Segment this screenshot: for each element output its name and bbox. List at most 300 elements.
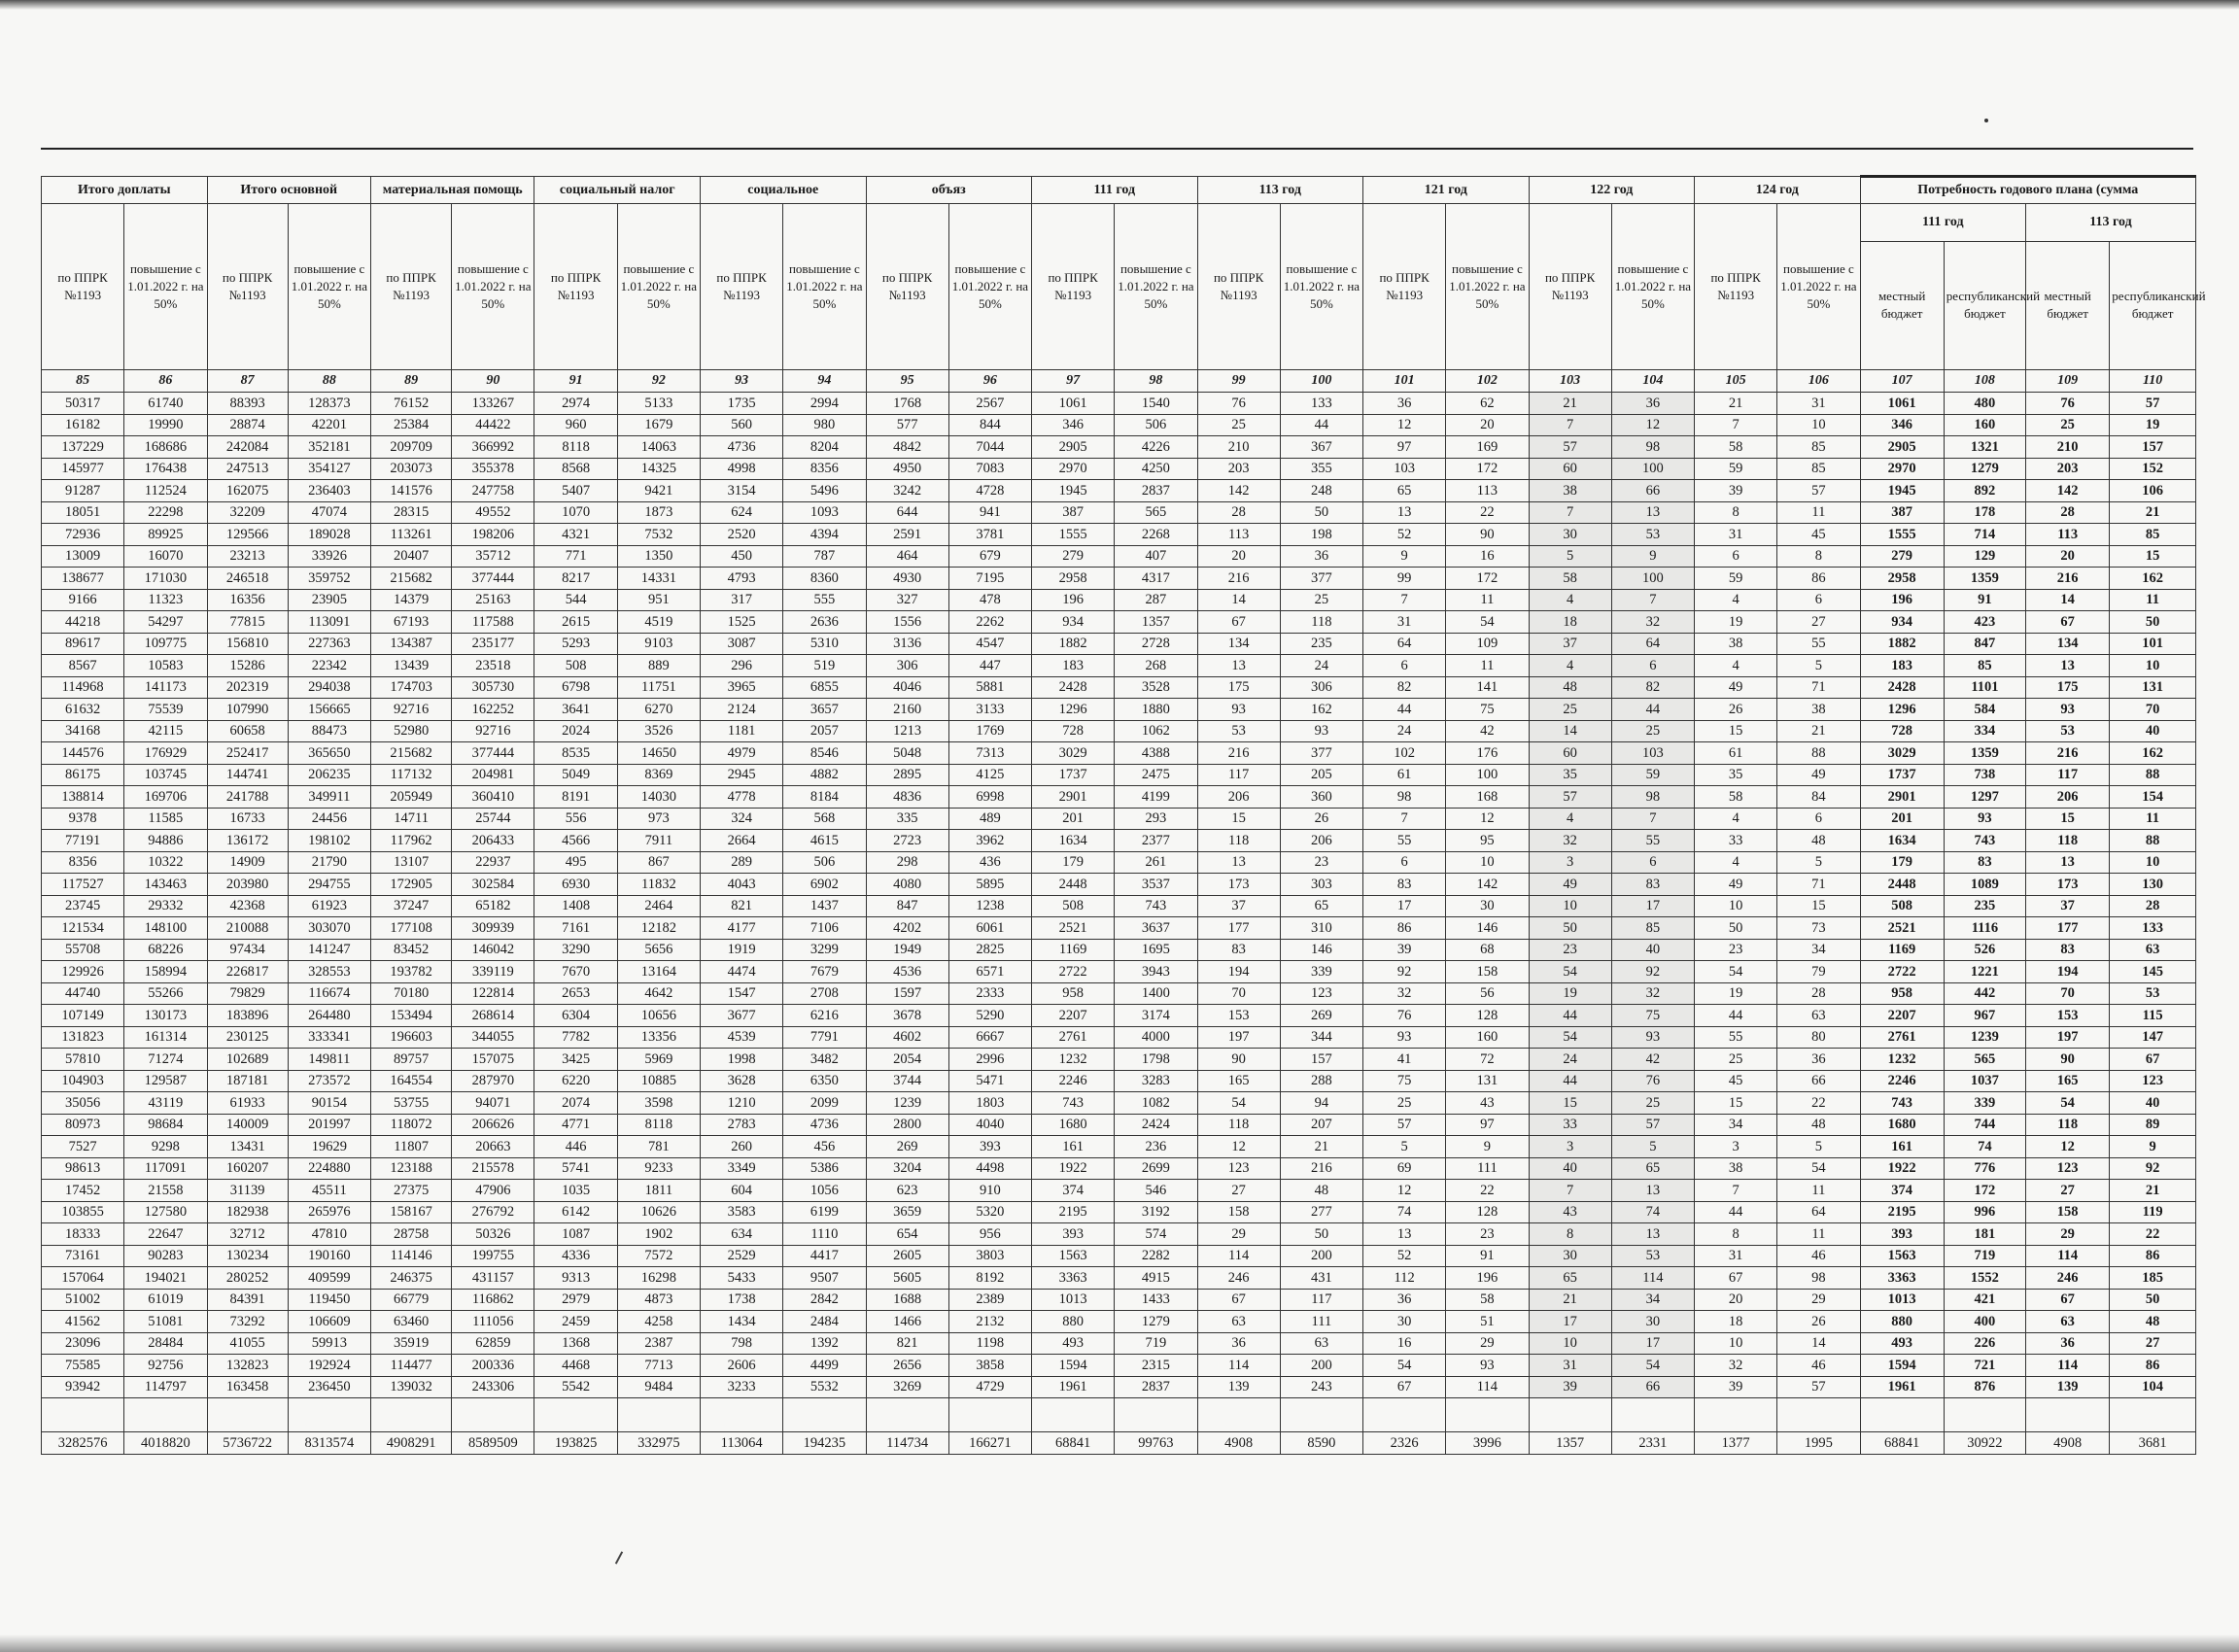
table-cell: 103 xyxy=(1363,458,1446,480)
table-cell: 3133 xyxy=(948,699,1031,721)
table-row xyxy=(42,501,2196,524)
sub-header-pprk: по ППРК №1193 xyxy=(370,204,451,370)
table-cell: 360410 xyxy=(452,786,534,809)
table-cell: 44218 xyxy=(42,611,124,634)
table-cell: 241788 xyxy=(207,786,288,809)
table-cell: 6998 xyxy=(948,786,1031,809)
table-cell: 92 xyxy=(2110,1157,2196,1180)
table-cell: 35919 xyxy=(370,1332,451,1355)
table-cell: 185 xyxy=(2110,1267,2196,1290)
table-cell: 100 xyxy=(1611,458,1694,480)
table-row xyxy=(42,851,2196,874)
table-cell: 2246 xyxy=(1032,1070,1115,1092)
table-cell: 2262 xyxy=(948,611,1031,634)
table-cell: 197 xyxy=(1197,1026,1280,1049)
table-cell: 43 xyxy=(1446,1092,1529,1115)
total-cell: 1357 xyxy=(1529,1432,1611,1455)
table-cell: 387 xyxy=(1032,501,1115,524)
table-cell: 236450 xyxy=(288,1376,370,1398)
table-cell: 50 xyxy=(1280,1223,1362,1246)
table-cell: 3781 xyxy=(948,524,1031,546)
table-cell: 118 xyxy=(1197,1114,1280,1136)
table-cell: 58 xyxy=(1446,1289,1529,1311)
table-cell: 43 xyxy=(1529,1201,1611,1223)
table-cell: 130 xyxy=(2110,874,2196,896)
table-cell: 1116 xyxy=(1944,917,2025,940)
table-cell: 2024 xyxy=(534,720,617,742)
table-cell: 13 xyxy=(1611,1180,1694,1202)
table-cell: 24 xyxy=(1529,1049,1611,1071)
table-cell: 1688 xyxy=(866,1289,948,1311)
column-number: 102 xyxy=(1446,370,1529,393)
table-cell: 7 xyxy=(1695,414,1777,436)
plan-budget-header: республиканский бюджет xyxy=(2110,241,2196,369)
table-cell: 64 xyxy=(1363,633,1446,655)
table-cell: 32 xyxy=(1363,982,1446,1005)
table-cell: 4882 xyxy=(783,764,866,786)
table-cell: 216 xyxy=(1280,1157,1362,1180)
table-cell: 2207 xyxy=(1032,1005,1115,1027)
table-cell: 199755 xyxy=(452,1245,534,1267)
table-cell: 69 xyxy=(1363,1157,1446,1180)
table-row xyxy=(42,633,2196,655)
table-cell: 37247 xyxy=(370,895,451,917)
table-cell: 20663 xyxy=(452,1136,534,1158)
table-cell: 79829 xyxy=(207,982,288,1005)
table-cell: 2905 xyxy=(1032,436,1115,459)
table-cell: 9378 xyxy=(42,808,124,830)
table-cell: 1961 xyxy=(1032,1376,1115,1398)
table-cell: 187181 xyxy=(207,1070,288,1092)
table-cell: 146 xyxy=(1280,939,1362,961)
table-cell: 46 xyxy=(1777,1355,1860,1377)
table-cell: 165 xyxy=(1197,1070,1280,1092)
table-cell: 112 xyxy=(1363,1267,1446,1290)
table-cell: 13439 xyxy=(370,655,451,677)
table-cell: 56 xyxy=(1446,982,1529,1005)
blank-cell xyxy=(617,1398,700,1432)
table-cell: 246 xyxy=(2026,1267,2110,1290)
table-cell: 360 xyxy=(1280,786,1362,809)
table-cell: 2333 xyxy=(948,982,1031,1005)
table-cell: 506 xyxy=(783,851,866,874)
table-cell: 377 xyxy=(1280,568,1362,590)
table-cell: 6 xyxy=(1611,655,1694,677)
table-cell: 31 xyxy=(1695,524,1777,546)
table-cell: 19990 xyxy=(124,414,207,436)
table-cell: 183896 xyxy=(207,1005,288,1027)
table-cell: 644 xyxy=(866,501,948,524)
table-cell: 216 xyxy=(1197,568,1280,590)
table-cell: 215682 xyxy=(370,568,451,590)
table-cell: 1070 xyxy=(534,501,617,524)
table-cell: 264480 xyxy=(288,1005,370,1027)
table-cell: 1169 xyxy=(1032,939,1115,961)
table-cell: 177 xyxy=(2026,917,2110,940)
table-cell: 134 xyxy=(1197,633,1280,655)
table-cell: 1547 xyxy=(700,982,782,1005)
table-cell: 3425 xyxy=(534,1049,617,1071)
table-cell: 16 xyxy=(1446,545,1529,568)
table-cell: 172905 xyxy=(370,874,451,896)
table-cell: 3363 xyxy=(1032,1267,1115,1290)
table-cell: 6855 xyxy=(783,676,866,699)
sub-header-pprk: по ППРК №1193 xyxy=(1032,204,1115,370)
table-cell: 3154 xyxy=(700,480,782,502)
table-cell: 4125 xyxy=(948,764,1031,786)
table-cell: 7670 xyxy=(534,961,617,983)
table-cell: 198 xyxy=(1280,524,1362,546)
table-cell: 5048 xyxy=(866,742,948,765)
table-cell: 4 xyxy=(1529,808,1611,830)
table-cell: 3943 xyxy=(1115,961,1197,983)
table-cell: 1949 xyxy=(866,939,948,961)
table-cell: 743 xyxy=(1032,1092,1115,1115)
table-cell: 8360 xyxy=(783,568,866,590)
table-cell: 117962 xyxy=(370,830,451,852)
table-cell: 464 xyxy=(866,545,948,568)
table-cell: 344 xyxy=(1280,1026,1362,1049)
table-cell: 2054 xyxy=(866,1049,948,1071)
table-cell: 65 xyxy=(1280,895,1362,917)
table-cell: 8567 xyxy=(42,655,124,677)
table-cell: 480 xyxy=(1944,393,2025,415)
table-cell: 2475 xyxy=(1115,764,1197,786)
table-cell: 1873 xyxy=(617,501,700,524)
table-row xyxy=(42,764,2196,786)
table-cell: 68 xyxy=(1446,939,1529,961)
table-cell: 123 xyxy=(2026,1157,2110,1180)
total-cell: 30922 xyxy=(1944,1432,2025,1455)
total-cell: 113064 xyxy=(700,1432,782,1455)
table-cell: 10 xyxy=(1529,1332,1611,1355)
blank-cell xyxy=(534,1398,617,1432)
table-cell: 210 xyxy=(1197,436,1280,459)
table-cell: 17 xyxy=(1611,895,1694,917)
table-cell: 67 xyxy=(1695,1267,1777,1290)
table-cell: 67 xyxy=(1363,1376,1446,1398)
table-cell: 2945 xyxy=(700,764,782,786)
table-row xyxy=(42,874,2196,896)
blank-row xyxy=(42,1398,2196,1432)
table-cell: 50 xyxy=(2110,1289,2196,1311)
table-cell: 35 xyxy=(1695,764,1777,786)
table-row xyxy=(42,742,2196,765)
table-cell: 196 xyxy=(1446,1267,1529,1290)
table-cell: 555 xyxy=(783,589,866,611)
table-cell: 142 xyxy=(2026,480,2110,502)
table-cell: 4474 xyxy=(700,961,782,983)
table-cell: 23 xyxy=(1446,1223,1529,1246)
table-cell: 9 xyxy=(1611,545,1694,568)
table-cell: 7911 xyxy=(617,830,700,852)
table-cell: 62 xyxy=(1446,393,1529,415)
table-cell: 16070 xyxy=(124,545,207,568)
table-cell: 892 xyxy=(1944,480,2025,502)
table-cell: 122814 xyxy=(452,982,534,1005)
table-cell: 1279 xyxy=(1944,458,2025,480)
table-cell: 506 xyxy=(1115,414,1197,436)
table-cell: 75539 xyxy=(124,699,207,721)
table-cell: 2521 xyxy=(1860,917,1944,940)
table-cell: 546 xyxy=(1115,1180,1197,1202)
table-row xyxy=(42,939,2196,961)
sub-header-raise: повышение с 1.01.2022 г. на 50% xyxy=(1777,204,1860,370)
table-cell: 196 xyxy=(1032,589,1115,611)
table-cell: 216 xyxy=(1197,742,1280,765)
table-cell: 168 xyxy=(1446,786,1529,809)
table-cell: 1089 xyxy=(1944,874,2025,896)
table-cell: 5 xyxy=(1777,851,1860,874)
table-cell: 4202 xyxy=(866,917,948,940)
table-row xyxy=(42,393,2196,415)
table-cell: 158994 xyxy=(124,961,207,983)
table-cell: 478 xyxy=(948,589,1031,611)
table-cell: 224880 xyxy=(288,1157,370,1180)
column-number: 106 xyxy=(1777,370,1860,393)
table-cell: 92 xyxy=(1363,961,1446,983)
table-cell: 6142 xyxy=(534,1201,617,1223)
table-cell: 1357 xyxy=(1115,611,1197,634)
table-cell: 941 xyxy=(948,501,1031,524)
table-cell: 53 xyxy=(1611,1245,1694,1267)
table-cell: 387 xyxy=(1860,501,1944,524)
table-cell: 11323 xyxy=(124,589,207,611)
table-cell: 13356 xyxy=(617,1026,700,1049)
table-cell: 400 xyxy=(1944,1311,2025,1333)
table-cell: 1922 xyxy=(1032,1157,1115,1180)
table-cell: 355 xyxy=(1280,458,1362,480)
table-cell: 88393 xyxy=(207,393,288,415)
table-cell: 12 xyxy=(2026,1136,2110,1158)
table-cell: 1634 xyxy=(1860,830,1944,852)
table-cell: 10 xyxy=(1695,895,1777,917)
table-cell: 117 xyxy=(2026,764,2110,786)
table-cell: 374 xyxy=(1860,1180,1944,1202)
table-cell: 1169 xyxy=(1860,939,1944,961)
table-cell: 634 xyxy=(700,1223,782,1246)
table-cell: 6902 xyxy=(783,874,866,896)
table-cell: 771 xyxy=(534,545,617,568)
table-cell: 1321 xyxy=(1944,436,2025,459)
table-cell: 359752 xyxy=(288,568,370,590)
table-cell: 206626 xyxy=(452,1114,534,1136)
table-cell: 1466 xyxy=(866,1311,948,1333)
table-cell: 8204 xyxy=(783,436,866,459)
table-cell: 2428 xyxy=(1860,676,1944,699)
table-cell: 3528 xyxy=(1115,676,1197,699)
table-cell: 14 xyxy=(1529,720,1611,742)
table-cell: 153 xyxy=(1197,1005,1280,1027)
table-cell: 4519 xyxy=(617,611,700,634)
table-cell: 183 xyxy=(1860,655,1944,677)
table-cell: 59 xyxy=(1695,458,1777,480)
table-cell: 10 xyxy=(2110,851,2196,874)
table-cell: 2207 xyxy=(1860,1005,1944,1027)
table-row xyxy=(42,589,2196,611)
table-cell: 5293 xyxy=(534,633,617,655)
table-cell: 179 xyxy=(1860,851,1944,874)
group-header: 124 год xyxy=(1695,177,1861,204)
table-cell: 333341 xyxy=(288,1026,370,1049)
table-cell: 93 xyxy=(1446,1355,1529,1377)
table-cell: 2424 xyxy=(1115,1114,1197,1136)
table-cell: 196603 xyxy=(370,1026,451,1049)
table-cell: 16182 xyxy=(42,414,124,436)
table-cell: 3677 xyxy=(700,1005,782,1027)
table-cell: 5 xyxy=(1529,545,1611,568)
table-cell: 114968 xyxy=(42,676,124,699)
table-cell: 200336 xyxy=(452,1355,534,1377)
table-cell: 3204 xyxy=(866,1157,948,1180)
table-cell: 346 xyxy=(1032,414,1115,436)
table-cell: 54 xyxy=(1611,1355,1694,1377)
table-cell: 2656 xyxy=(866,1355,948,1377)
table-cell: 169706 xyxy=(124,786,207,809)
table-cell: 5049 xyxy=(534,764,617,786)
table-cell: 44 xyxy=(1695,1201,1777,1223)
sub-header-pprk: по ППРК №1193 xyxy=(207,204,288,370)
column-number: 104 xyxy=(1611,370,1694,393)
table-row xyxy=(42,611,2196,634)
table-cell: 57 xyxy=(1777,480,1860,502)
group-header: 122 год xyxy=(1529,177,1695,204)
table-cell: 8568 xyxy=(534,458,617,480)
table-cell: 18333 xyxy=(42,1223,124,1246)
table-cell: 2606 xyxy=(700,1355,782,1377)
table-cell: 57810 xyxy=(42,1049,124,1071)
table-cell: 526 xyxy=(1944,939,2025,961)
table-row xyxy=(42,1332,2196,1355)
table-cell: 57 xyxy=(1529,436,1611,459)
table-cell: 3299 xyxy=(783,939,866,961)
table-cell: 334 xyxy=(1944,720,2025,742)
table-cell: 15 xyxy=(1777,895,1860,917)
table-cell: 141576 xyxy=(370,480,451,502)
table-cell: 276792 xyxy=(452,1201,534,1223)
table-cell: 10656 xyxy=(617,1005,700,1027)
table-cell: 48 xyxy=(1777,1114,1860,1136)
table-cell: 111056 xyxy=(452,1311,534,1333)
table-cell: 203 xyxy=(1197,458,1280,480)
table-cell: 116674 xyxy=(288,982,370,1005)
table-cell: 821 xyxy=(866,1332,948,1355)
total-cell: 4908 xyxy=(2026,1432,2110,1455)
table-cell: 139 xyxy=(1197,1376,1280,1398)
table-cell: 118 xyxy=(2026,830,2110,852)
table-cell: 137229 xyxy=(42,436,124,459)
table-cell: 136172 xyxy=(207,830,288,852)
table-row xyxy=(42,1245,2196,1267)
table-cell: 11751 xyxy=(617,676,700,699)
table-cell: 51002 xyxy=(42,1289,124,1311)
table-cell: 181 xyxy=(1944,1223,2025,1246)
table-cell: 20407 xyxy=(370,545,451,568)
table-cell: 40 xyxy=(1529,1157,1611,1180)
table-body xyxy=(42,393,2196,1432)
table-cell: 2842 xyxy=(783,1289,866,1311)
group-header: Итого доплаты xyxy=(42,177,208,204)
table-cell: 1408 xyxy=(534,895,617,917)
table-cell: 367 xyxy=(1280,436,1362,459)
table-cell: 20 xyxy=(1446,414,1529,436)
table-cell: 8191 xyxy=(534,786,617,809)
table-cell: 99 xyxy=(1363,568,1446,590)
table-cell: 30 xyxy=(1363,1311,1446,1333)
table-cell: 63 xyxy=(2110,939,2196,961)
table-cell: 1945 xyxy=(1032,480,1115,502)
table-cell: 76152 xyxy=(370,393,451,415)
table-cell: 3283 xyxy=(1115,1070,1197,1092)
table-cell: 36 xyxy=(1611,393,1694,415)
table-cell: 58 xyxy=(1695,436,1777,459)
table-cell: 2996 xyxy=(948,1049,1031,1071)
table-cell: 100 xyxy=(1611,568,1694,590)
table-cell: 5532 xyxy=(783,1376,866,1398)
table-cell: 12 xyxy=(1363,414,1446,436)
table-row xyxy=(42,1311,2196,1333)
table-cell: 42201 xyxy=(288,414,370,436)
table-cell: 355378 xyxy=(452,458,534,480)
table-cell: 15 xyxy=(2026,808,2110,830)
table-cell: 6 xyxy=(1695,545,1777,568)
table-cell: 16298 xyxy=(617,1267,700,1290)
table-cell: 302584 xyxy=(452,874,534,896)
blank-cell xyxy=(288,1398,370,1432)
table-cell: 2195 xyxy=(1860,1201,1944,1223)
table-cell: 3803 xyxy=(948,1245,1031,1267)
table-cell: 29 xyxy=(1446,1332,1529,1355)
table-cell: 5881 xyxy=(948,676,1031,699)
table-cell: 92716 xyxy=(452,720,534,742)
blank-cell xyxy=(1115,1398,1197,1432)
header-rule xyxy=(41,148,2193,150)
table-cell: 1998 xyxy=(700,1049,782,1071)
table-cell: 133 xyxy=(2110,917,2196,940)
table-cell: 624 xyxy=(700,501,782,524)
table-cell: 14 xyxy=(1777,1332,1860,1355)
table-cell: 12 xyxy=(1363,1180,1446,1202)
table-cell: 50 xyxy=(1529,917,1611,940)
column-number: 86 xyxy=(124,370,207,393)
table-cell: 374 xyxy=(1032,1180,1115,1202)
table-cell: 1221 xyxy=(1944,961,2025,983)
table-cell: 44 xyxy=(1529,1005,1611,1027)
table-cell: 6199 xyxy=(783,1201,866,1223)
table-cell: 744 xyxy=(1944,1114,2025,1136)
table-cell: 4321 xyxy=(534,524,617,546)
table-cell: 93 xyxy=(2026,699,2110,721)
table-cell: 176929 xyxy=(124,742,207,765)
table-cell: 13 xyxy=(1197,655,1280,677)
table-cell: 128373 xyxy=(288,393,370,415)
table-cell: 101 xyxy=(2110,633,2196,655)
table-cell: 206235 xyxy=(288,764,370,786)
table-row xyxy=(42,961,2196,983)
table-cell: 55708 xyxy=(42,939,124,961)
table-cell: 17 xyxy=(1363,895,1446,917)
table-cell: 743 xyxy=(1860,1092,1944,1115)
table-cell: 28758 xyxy=(370,1223,451,1246)
column-number: 95 xyxy=(866,370,948,393)
total-cell: 4908 xyxy=(1197,1432,1280,1455)
table-cell: 165 xyxy=(2026,1070,2110,1092)
table-cell: 508 xyxy=(534,655,617,677)
table-cell: 1922 xyxy=(1860,1157,1944,1180)
table-cell: 16 xyxy=(1363,1332,1446,1355)
table-cell: 72 xyxy=(1446,1049,1529,1071)
table-cell: 2974 xyxy=(534,393,617,415)
